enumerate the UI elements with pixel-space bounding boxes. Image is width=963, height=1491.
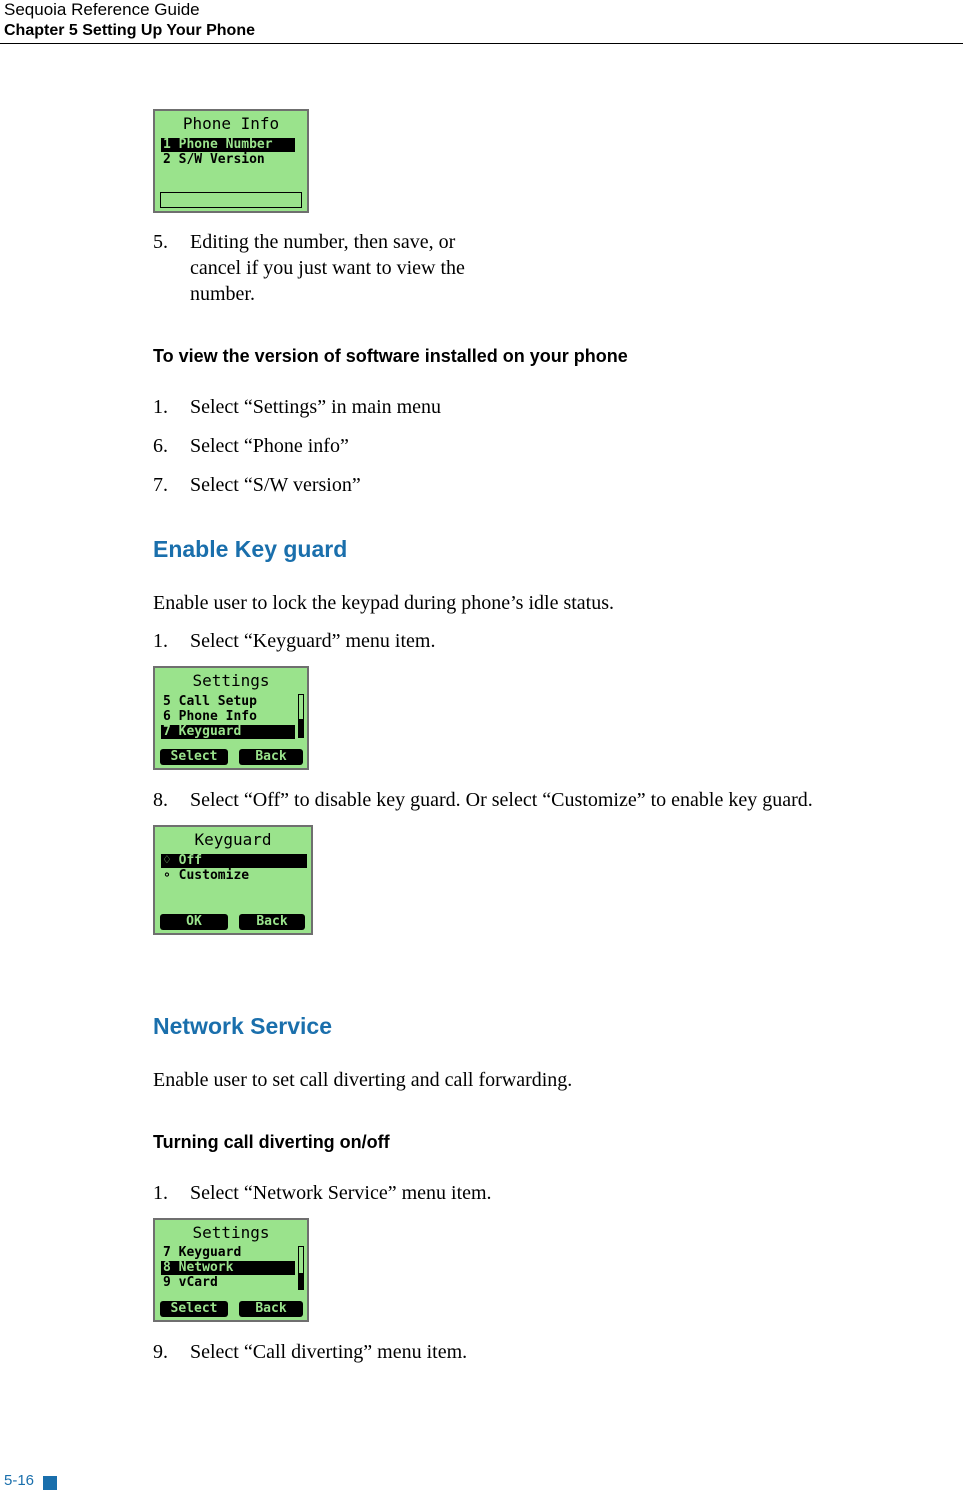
- guide-title: Sequoia Reference Guide: [4, 0, 200, 19]
- step-text: Select “Off” to disable key guard. Or select “Customize” to enable key guard.: [190, 789, 813, 811]
- scrollbar: [298, 694, 304, 738]
- diverting-heading: Turning call diverting on/off: [153, 1132, 390, 1152]
- phone-info-screen: [153, 109, 309, 213]
- menu-item: 7 Keyguard: [161, 725, 295, 739]
- screen-title: Keyguard: [194, 830, 272, 849]
- step-number: 5.: [153, 231, 168, 253]
- step-text-line: number.: [190, 283, 255, 305]
- step-number: 6.: [153, 435, 168, 457]
- settings-network-screen: [153, 1218, 309, 1322]
- menu-item: 7 Keyguard: [163, 1245, 242, 1260]
- header-rule: [0, 43, 963, 44]
- step-text: Select “Call diverting” menu item.: [190, 1341, 468, 1363]
- menu-item: 6 Phone Info: [163, 709, 257, 724]
- option-item: ♢ Off: [161, 854, 307, 868]
- select-softkey: Select: [160, 749, 228, 765]
- step-number: 1.: [153, 396, 168, 418]
- screen-title: Settings: [192, 671, 270, 690]
- step-number: 1.: [153, 1182, 168, 1204]
- softkey-bar: [160, 192, 302, 208]
- menu-item: 1 Phone Number: [161, 138, 295, 152]
- network-intro: Enable user to set call diverting and call forwarding.: [153, 1069, 573, 1091]
- sw-version-heading: To view the version of software installed on your phone: [153, 346, 628, 366]
- step-text-line: cancel if you just want to view the: [190, 257, 465, 279]
- step-number: 8.: [153, 789, 168, 811]
- step-text: Select “S/W version”: [190, 474, 361, 496]
- chapter-title: Chapter 5 Setting Up Your Phone: [4, 22, 255, 39]
- keyguard-heading: Enable Key guard: [153, 536, 348, 562]
- step-number: 9.: [153, 1341, 168, 1363]
- screen-title: Settings: [192, 1223, 270, 1242]
- settings-keyguard-screen: [153, 666, 309, 770]
- back-softkey: Back: [239, 1301, 303, 1317]
- menu-item: 8 Network: [161, 1261, 295, 1275]
- menu-item: 9 vCard: [163, 1275, 218, 1290]
- step-text: Select “Network Service” menu item.: [190, 1182, 492, 1204]
- step-text: Select “Phone info”: [190, 435, 349, 457]
- step-number: 1.: [153, 630, 168, 652]
- step-text: Select “Settings” in main menu: [190, 396, 442, 418]
- back-softkey: Back: [239, 749, 303, 765]
- ok-softkey: OK: [160, 914, 228, 930]
- back-softkey: Back: [239, 914, 305, 930]
- option-item: ∘ Customize: [163, 868, 250, 883]
- scrollbar: [298, 1246, 304, 1290]
- keyguard-screen: [153, 825, 313, 935]
- step-text: Select “Keyguard” menu item.: [190, 630, 436, 652]
- select-softkey: Select: [160, 1301, 228, 1317]
- page-number: 5-16: [4, 1472, 35, 1489]
- step-text-line: Editing the number, then save, or: [190, 231, 456, 253]
- step-number: 7.: [153, 474, 168, 496]
- page-marker-square: [43, 1476, 57, 1490]
- screen-title: Phone Info: [182, 114, 280, 133]
- network-heading: Network Service: [153, 1013, 332, 1039]
- keyguard-intro: Enable user to lock the keypad during phone’s idle status.: [153, 592, 615, 614]
- menu-item: 2 S/W Version: [163, 152, 265, 167]
- menu-item: 5 Call Setup: [163, 694, 257, 709]
